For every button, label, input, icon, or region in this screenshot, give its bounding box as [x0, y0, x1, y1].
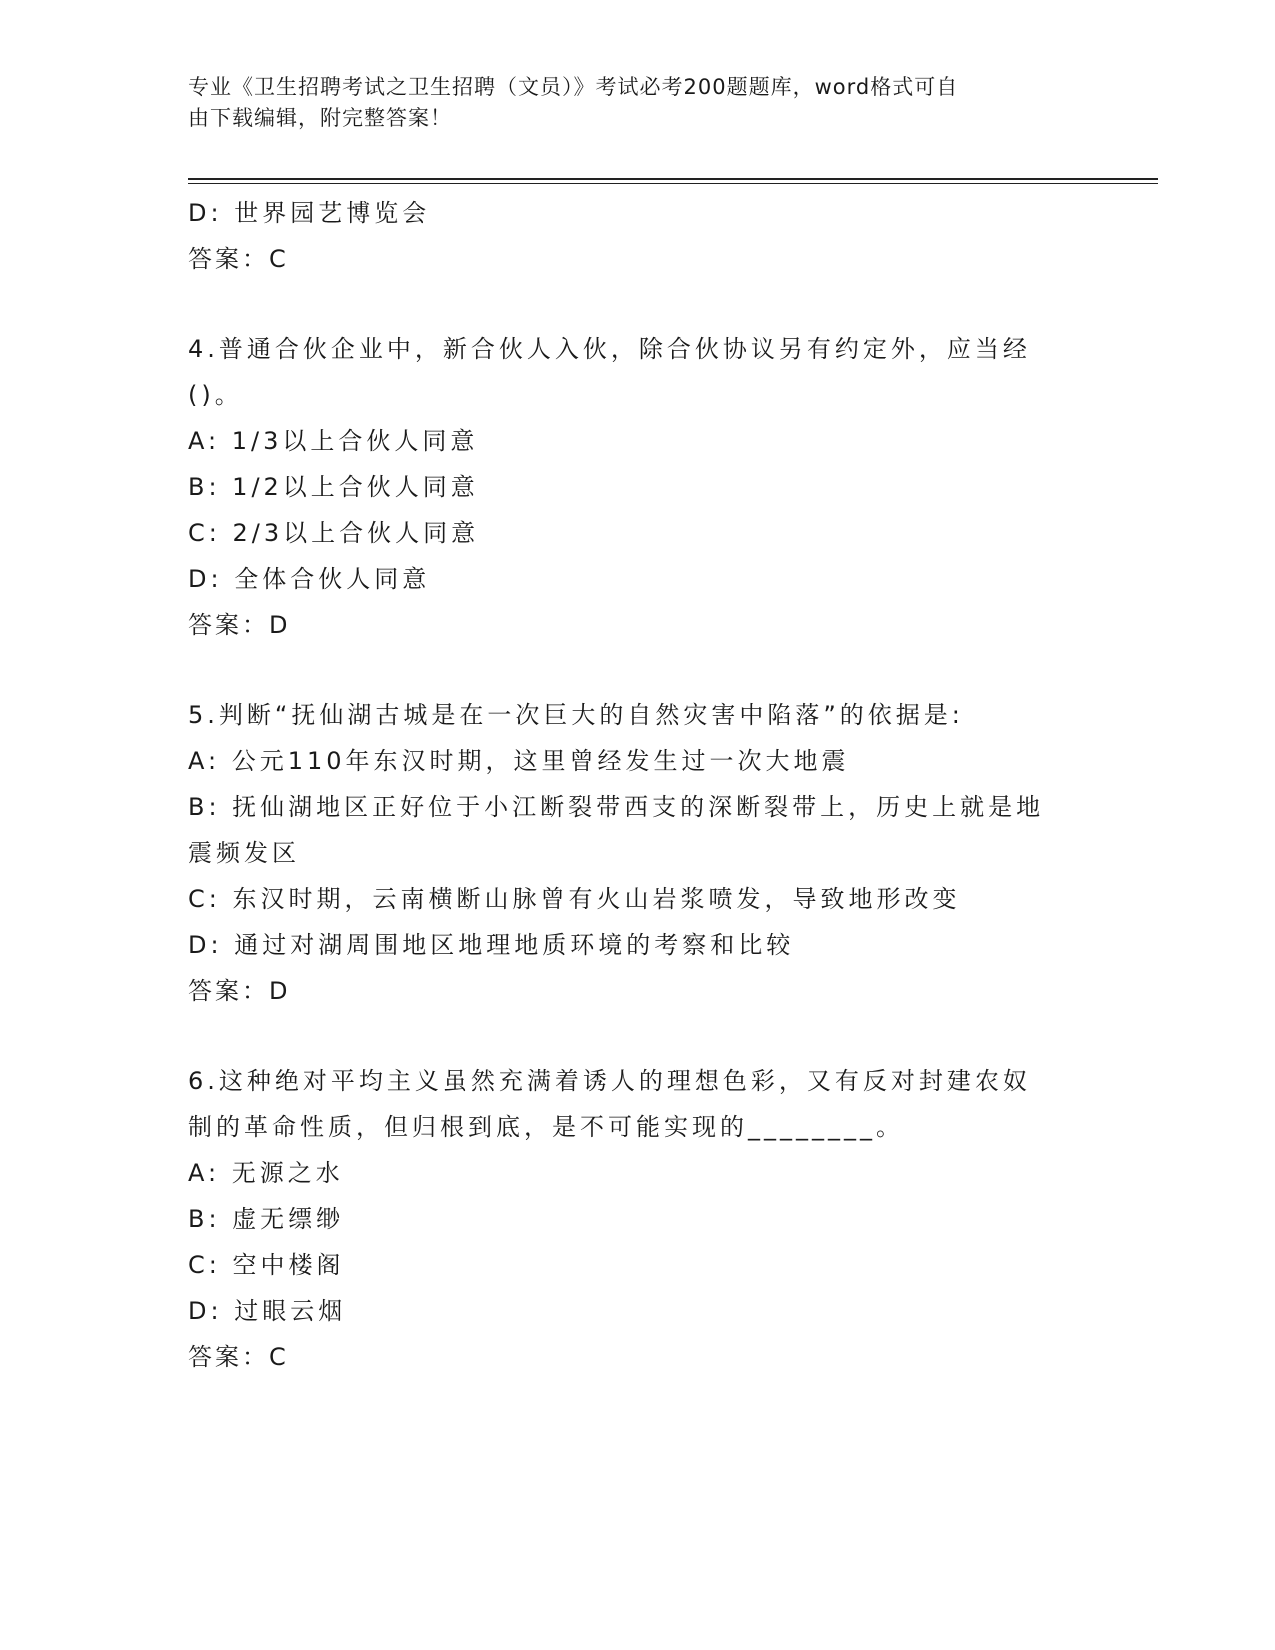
header-title-line-2: 由下载编辑，附完整答案！ — [188, 106, 452, 130]
header-divider-thick — [188, 178, 1158, 180]
option-b: B: 虚无缥缈 — [188, 1205, 345, 1233]
question-stem: 4.普通合伙企业中，新合伙人入伙，除合伙协议另有约定外，应当经 — [188, 335, 1031, 363]
question-4 — [188, 326, 1088, 648]
question-3 — [188, 190, 1088, 282]
option-b: B: 1/2以上合伙人同意 — [188, 473, 479, 501]
spacer — [188, 648, 1088, 692]
question-stem: 6.这种绝对平均主义虽然充满着诱人的理想色彩，又有反对封建农奴 — [188, 1067, 1031, 1095]
answer: 答案：D — [188, 611, 291, 639]
option-c: C: 空中楼阁 — [188, 1251, 345, 1279]
question-stem: 5.判断“抚仙湖古城是在一次巨大的自然灾害中陷落”的依据是: — [188, 701, 964, 729]
option-d: D: 全体合伙人同意 — [188, 565, 431, 593]
option-a: A: 无源之水 — [188, 1159, 344, 1187]
option-a: A: 1/3以上合伙人同意 — [188, 427, 479, 455]
question-stem-continued: ()。 — [188, 381, 243, 409]
question-list — [188, 190, 1088, 1380]
option-d: D: 过眼云烟 — [188, 1297, 347, 1325]
question-5 — [188, 692, 1088, 1014]
header-title-line-1: 专业《卫生招聘考试之卫生招聘（文员）》考试必考200题题库，word格式可自 — [188, 75, 959, 99]
answer: 答案：D — [188, 977, 291, 1005]
option-c: C: 东汉时期，云南横断山脉曾有火山岩浆喷发，导致地形改变 — [188, 885, 961, 913]
answer: 答案：C — [188, 245, 289, 273]
option-c: C: 2/3以上合伙人同意 — [188, 519, 480, 547]
header-divider-thin — [188, 183, 1158, 184]
answer: 答案：C — [188, 1343, 289, 1371]
page-header — [188, 72, 1068, 134]
option-a: A: 公元110年东汉时期，这里曾经发生过一次大地震 — [188, 747, 850, 775]
spacer — [188, 1014, 1088, 1058]
option-b: B: 抚仙湖地区正好位于小江断裂带西支的深断裂带上，历史上就是地 — [188, 793, 1045, 821]
question-stem-continued: 制的革命性质，但归根到底，是不可能实现的________。 — [188, 1113, 904, 1141]
question-6 — [188, 1058, 1088, 1380]
option-d: D: 世界园艺博览会 — [188, 199, 431, 227]
option-d: D: 通过对湖周围地区地理地质环境的考察和比较 — [188, 931, 795, 959]
spacer — [188, 282, 1088, 326]
option-b-continued: 震频发区 — [188, 839, 300, 867]
